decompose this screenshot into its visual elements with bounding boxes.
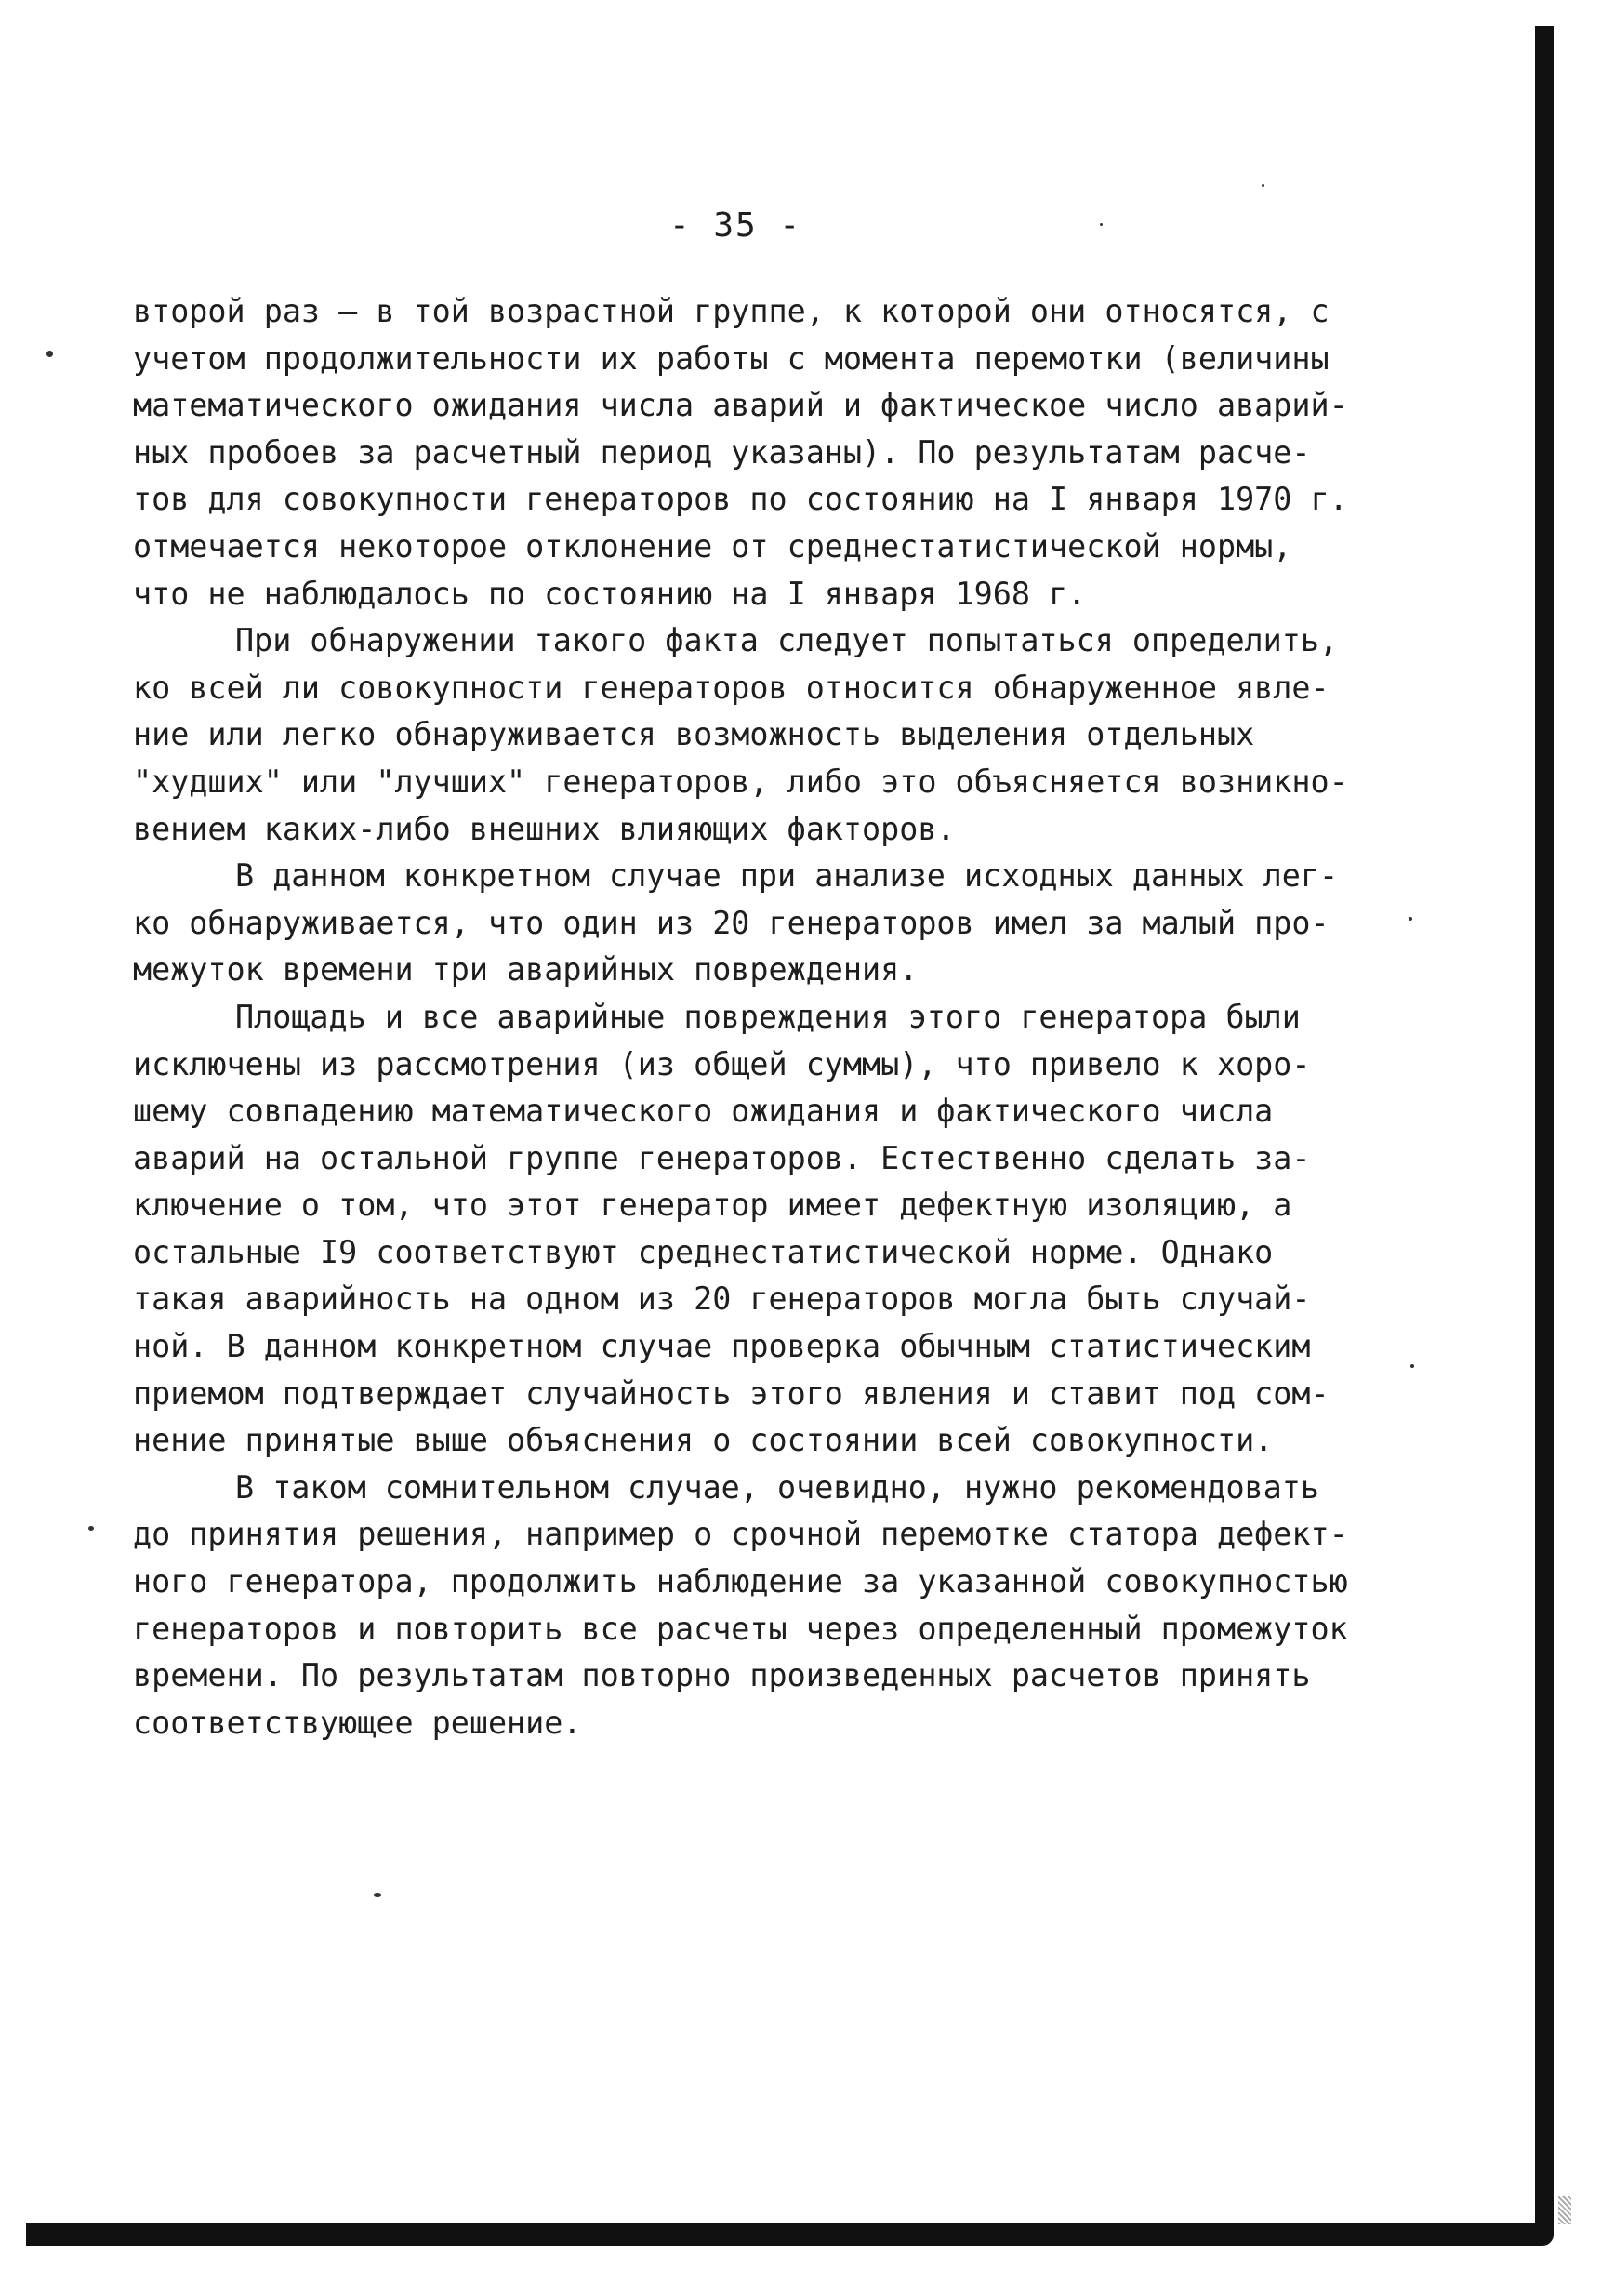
- text-line: ной. В данном конкретном случае проверка обычным статистическим: [133, 1328, 1311, 1365]
- body-text: [133, 288, 1369, 1746]
- paragraph-start-line: В данном конкретном случае при анализе исходных данных лег-: [235, 857, 1339, 895]
- text-line: отмечается некоторое отклонение от среднестатистической нормы,: [133, 527, 1292, 564]
- scan-speck: [1409, 917, 1412, 921]
- scan-speck: [1410, 1364, 1414, 1368]
- text-line: ключение о том, что этот генератор имеет дефектную изоляцию, а: [133, 1187, 1292, 1224]
- scan-right-border: [1535, 26, 1554, 2239]
- text-line: ного генератора, продолжить наблюдение за указанной совокупностью: [133, 1563, 1348, 1600]
- text-line: такая аварийность на одном из 20 генераторов могла быть случай-: [133, 1281, 1311, 1318]
- text-line: до принятия решения, например о срочной перемотке статора дефект-: [133, 1516, 1348, 1553]
- text-line: остальные I9 соответствуют среднестатистической норме. Однако: [133, 1233, 1274, 1270]
- text-line: исключены из рассмотрения (из общей суммы), что привело к хоро-: [133, 1045, 1311, 1082]
- text-line: межуток времени три аварийных повреждения.: [133, 951, 919, 989]
- text-line: времени. По результатам повторно произведенных расчетов принять: [133, 1657, 1311, 1694]
- paragraph-start-line: В таком сомнительном случае, очевидно, нужно рекомендовать: [235, 1468, 1319, 1506]
- scan-speck: [1100, 223, 1103, 226]
- scan-speck: [1262, 184, 1264, 187]
- scan-speck: [374, 1893, 381, 1897]
- text-line: шему совпадению математического ожидания и фактического числа: [133, 1093, 1274, 1130]
- text-line: ных пробоев за расчетный период указаны). По результатам расче-: [133, 433, 1311, 471]
- text-line: что не наблюдалось по состоянию на I января 1968 г.: [133, 575, 1087, 612]
- text-line: "худших" или "лучших" генераторов, либо это объясняется возникно-: [133, 763, 1348, 800]
- scan-speck: [46, 351, 53, 357]
- scan-speck: [88, 1526, 94, 1531]
- text-line: учетом продолжительности их работы с момента перемотки (величины: [133, 339, 1330, 377]
- scan-bottom-border: [26, 2223, 1554, 2246]
- page-number: - 35 -: [669, 206, 802, 245]
- text-line: математического ожидания числа аварий и фактическое число аварий-: [133, 387, 1348, 424]
- text-line: приемом подтверждает случайность этого явления и ставит под сом-: [133, 1374, 1330, 1412]
- text-line: аварий на остальной группе генераторов. Естественно сделать за-: [133, 1139, 1311, 1176]
- text-line: вением каких-либо внешних влияющих факторов.: [133, 810, 956, 847]
- text-line: нение принятые выше объяснения о состоянии всей совокупности.: [133, 1422, 1274, 1459]
- scan-corner-artifact: [1558, 2196, 1571, 2224]
- text-line: ние или легко обнаруживается возможность выделения отдельных: [133, 716, 1255, 753]
- paragraph-start-line: Площадь и все аварийные повреждения этого генератора были: [235, 998, 1301, 1035]
- text-line: соответствующее решение.: [133, 1704, 582, 1741]
- text-line: тов для совокупности генераторов по состоянию на I января 1970 г.: [133, 481, 1348, 518]
- text-line: генераторов и повторить все расчеты через определенный промежуток: [133, 1610, 1348, 1647]
- text-line: второй раз – в той возрастной группе, к которой они относятся, с: [133, 293, 1330, 329]
- paragraph-start-line: При обнаружении такого факта следует попытаться определить,: [235, 622, 1339, 659]
- text-line: ко всей ли совокупности генераторов относится обнаруженное явле-: [133, 669, 1330, 706]
- text-line: ко обнаруживается, что один из 20 генераторов имел за малый про-: [133, 904, 1330, 941]
